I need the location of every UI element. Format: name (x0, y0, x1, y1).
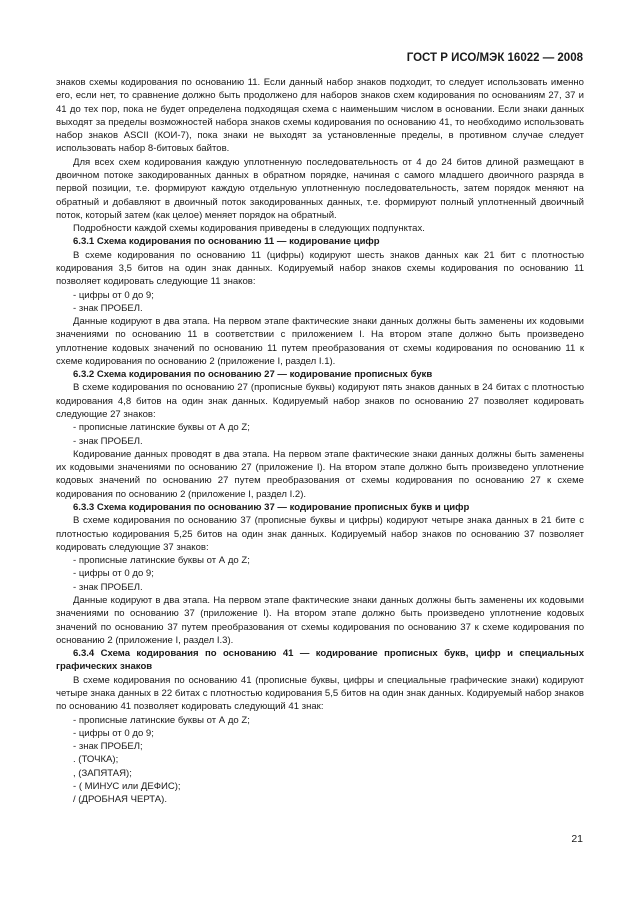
list-item: - знак ПРОБЕЛ. (73, 435, 143, 447)
paragraph: В схеме кодирования по основанию 41 (прописные буквы, цифры и специальные графические знаки) кодируют четыре знака данных в 22 битах с плотностью кодирования 5,5 битов на один знак данных. Кодируемый набор знаков по основанию 41 позволяет кодировать следующий 41 знак: (56, 674, 584, 713)
list-item: - цифры от 0 до 9; (73, 568, 154, 580)
list-item: / (ДРОБНАЯ ЧЕРТА). (73, 794, 167, 806)
paragraph: Данные кодируют в два этапа. На первом этапе фактические знаки данных должны быть заменены их кодовыми значениями по основанию 11 в соответствии с приложением I. На втором этапе должно быть произведено уплотнение кодовых значений по основанию 11 путем преобразования от схемы кодирования по основанию 11 к схеме кодирования по основанию 2 (приложение I, раздел I.1). (56, 316, 584, 367)
section-heading: 6.3.1 Схема кодирования по основанию 11 — кодирование цифр (73, 236, 380, 248)
section-heading: 6.3.3 Схема кодирования по основанию 37 — кодирование прописных букв и цифр (73, 502, 470, 513)
paragraph: Для всех схем кодирования каждую уплотненную последовательность от 4 до 24 битов длиной размещают в двоичном потоке закодированных данных в обратном порядке, начиная с самого младшего двоичного разряда в первой позиции, т.е. формируют каждую отдельную уплотненную последовательность, затем порядок меняют на обратный и добавляют в двоичный поток закодированных данных, т.е. формируют полный уплотненный двоичный поток, который затем (как целое) меняет порядок на обратный. (56, 156, 584, 221)
paragraph: В схеме кодирования по основанию 37 (прописные буквы и цифры) кодируют четыре знака данных в 21 бите с плотностью кодирования 5,25 битов на один знак данных. Кодируемый набор знаков по основанию 37 позволяет кодировать следующие 37 знаков: (56, 515, 584, 553)
list-item: - прописные латинские буквы от А до Z; (73, 714, 250, 726)
paragraph: В схеме кодирования по основанию 11 (цифры) кодируют шесть знаков данных как 21 бит с плотностью кодирования 3,5 битов на один знак данных. Кодируемый набор знаков схемы кодирования по основанию 11 позволяет кодировать следующие 11 знаков: (56, 249, 584, 288)
document-body (56, 76, 584, 806)
page-number: 21 (571, 833, 583, 845)
list-item: , (ЗАПЯТАЯ); (73, 767, 132, 779)
list-item: - прописные латинские буквы от А до Z; (73, 422, 250, 434)
paragraph: Кодирование данных проводят в два этапа. На первом этапе фактические знаки данных должны быть заменены их кодовыми значениями по основанию 27 (приложение I). На втором этапе должно быть произведено уплотнение кодовых значений по основанию 27 путем преобразования от схемы кодирования по основанию 27 к схеме кодирования по основанию 2 (приложение I, раздел I.2). (56, 448, 584, 500)
list-item: - цифры от 0 до 9; (73, 289, 154, 301)
paragraph: знаков схемы кодирования по основанию 11. Если данный набор знаков подходит, то следует использовать именно его, если нет, то сравнение должно быть продолжено для наборов знаков схем кодирования по основаниям 27, 37 и 41 до тех пор, пока не будет определена подходящая схема с наименьшим числом в основании. Если знаки данных выходят за пределы возможностей набора знаков схемы кодирования по основанию 41, то необходимо использовать набор знаков ASCII (КОИ-7), пока знаки не выходят за установленные пределы, в противном случае следует использовать набор 8-битовых байтов. (56, 77, 584, 155)
page-header: ГОСТ Р ИСО/МЭК 16022 — 2008 (406, 52, 583, 64)
list-item: . (ТОЧКА); (73, 754, 119, 766)
paragraph: Подробности каждой схемы кодирования приведены в следующих подпунктах. (73, 223, 425, 235)
list-item: - знак ПРОБЕЛ. (73, 581, 143, 593)
list-item: - ( МИНУС или ДЕФИС); (73, 780, 181, 792)
list-item: - знак ПРОБЕЛ; (73, 741, 143, 753)
list-item: - прописные латинские буквы от А до Z; (73, 555, 250, 567)
section-heading: 6.3.4 Схема кодирования по основанию 41 — кодирование прописных букв, цифр и специальных графических знаков (56, 648, 584, 673)
section-heading: 6.3.2 Схема кодирования по основанию 27 — кодирование прописных букв (73, 369, 433, 381)
list-item: - цифры от 0 до 9; (73, 727, 154, 739)
paragraph: Данные кодируют в два этапа. На первом этапе фактические знаки данных должны быть заменены их кодовыми значениями по основанию 37 (приложение I). На втором этапе должно быть произведено уплотнение кодовых значений по основанию 37 путем преобразования от схемы кодирования по основанию 37 к схеме кодирования по основанию 2 (приложение I, раздел I.3). (56, 594, 584, 646)
list-item: - знак ПРОБЕЛ. (73, 302, 143, 314)
paragraph: В схеме кодирования по основанию 27 (прописные буквы) кодируют пять знаков данных в 24 битах с плотностью кодирования 4,8 битов на один знак данных. Кодируемый набор знаков по основанию 27 позволяет кодировать следующие 27 знаков: (56, 382, 584, 421)
